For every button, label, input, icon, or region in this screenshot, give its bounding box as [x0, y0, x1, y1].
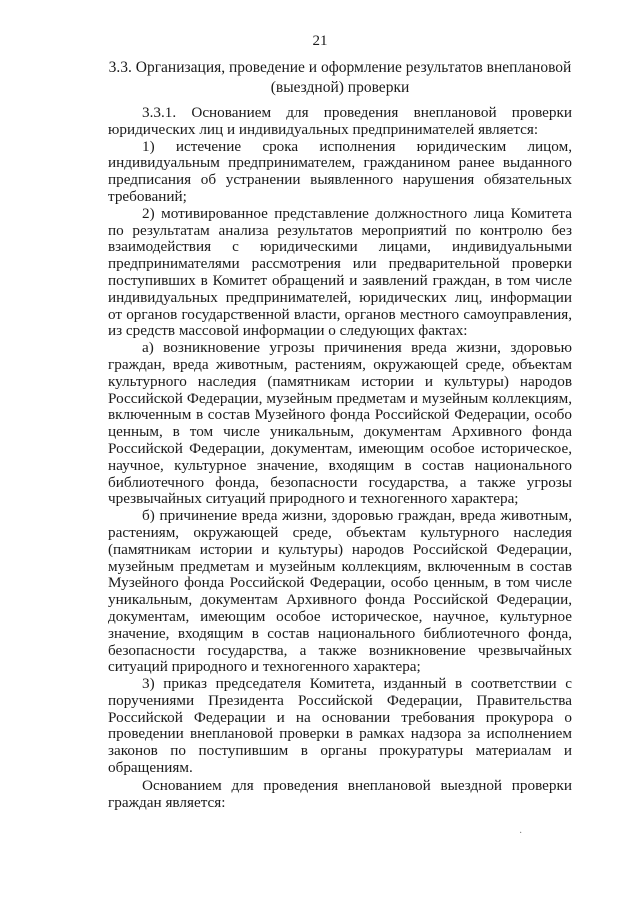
section-heading-line-1: 3.3. Организация, проведение и оформление результатов внеплановой [108, 59, 572, 76]
section-heading-line-2: (выездной) проверки [270, 79, 410, 96]
scan-speck: · [519, 828, 523, 839]
section-heading [108, 58, 572, 98]
document-body [108, 105, 572, 811]
page-number: 21 [312, 33, 328, 49]
paragraph-3-3-1: 3.3.1. Основанием для проведения внеплановой проверки юридических лиц и индивидуальных предпринимателей является: [108, 104, 572, 138]
paragraph-subitem-b: б) причинение вреда жизни, здоровью граждан, вреда животным, растениям, окружающей среде, объектам культурного наследия (памятникам истории и культуры) народов Российской Федерации, музейным предметам и музейным коллекциям, включенным в состав Музейного фонда Российской Федерации, особо ценным, в том числе уникальным, документам Архивного фонда Российской Федерации, документам, имеющим особое историческое, научное, культурное значение, входящим в состав национального библиотечного фонда, безопасности государства, а также возникновение чрезвычайных ситуаций природного и техногенного характера; [108, 507, 572, 676]
paragraph-item-1: 1) истечение срока исполнения юридическим лицом, индивидуальным предпринимателем, гражданином ранее выданного предписания об устранении выявленного нарушения обязательных требований; [108, 137, 572, 205]
paragraph-item-2: 2) мотивированное представление должностного лица Комитета по результатам анализа результатов мероприятий по контролю без взаимодействия с юридическими лицами, индивидуальными предпринимателями рассмотрения или предварительной проверки поступивших в Комитет обращений и заявлений граждан, в том числе индивидуальных предпринимателей, юридических лиц, информации от органов государственной власти, органов местного самоуправления, из средств массовой информации о следующих фактах: [108, 204, 572, 340]
paragraph-subitem-a: а) возникновение угрозы причинения вреда жизни, здоровью граждан, вреда животным, растениям, окружающей среде, объектам культурного наследия (памятникам истории и культуры) народов Российской Федерации, музейным предметам и музейным коллекциям, включенным в состав Музейного фонда Российской Федерации, особо ценным, в том числе уникальным, документам Архивного фонда Российской Федерации, документам, имеющим особое историческое, научное, культурное значение, входящим в состав национального библиотечного фонда, безопасности государства, а также угрозы чрезвычайных ситуаций природного и техногенного характера; [108, 339, 572, 508]
paragraph-item-3: 3) приказ председателя Комитета, изданный в соответствии с поручениями Президента Российской Федерации, Правительства Российской Федерации и на основании требования прокурора о проведении внеплановой проверки в рамках надзора за исполнением законов по поступившим в органы прокуратуры материалам и обращениям. [108, 675, 572, 777]
paragraph-citizens-basis: Основанием для проведения внеплановой выездной проверки граждан является: [108, 776, 572, 811]
